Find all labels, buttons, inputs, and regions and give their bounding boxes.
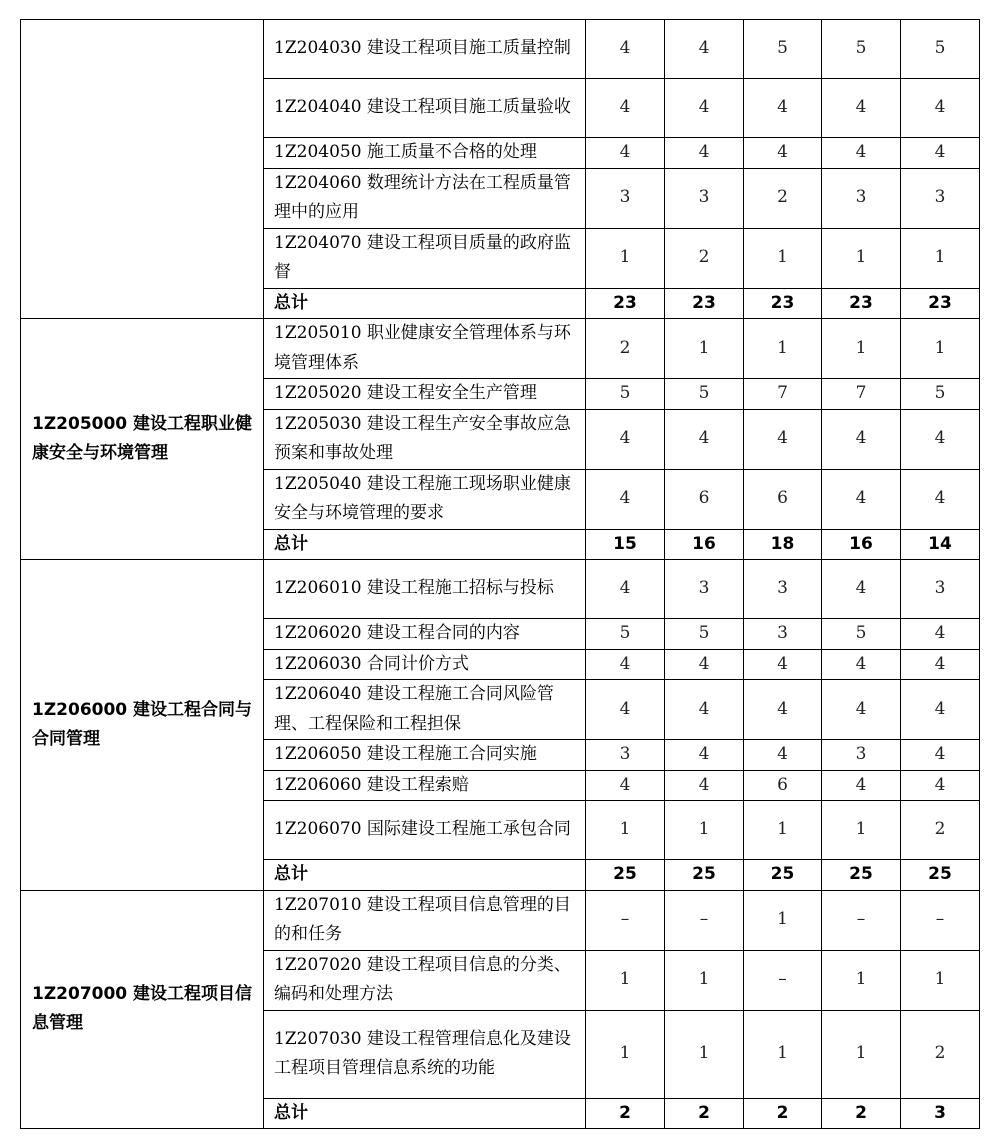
- score-cell: 4: [901, 649, 980, 680]
- total-cell: 18: [744, 529, 822, 560]
- score-cell: 4: [586, 20, 665, 79]
- score-cell: 5: [586, 379, 665, 410]
- score-cell: –: [822, 890, 901, 950]
- score-cell: –: [586, 890, 665, 950]
- score-cell: 1: [901, 228, 980, 288]
- score-cell: 4: [586, 469, 665, 529]
- score-cell: 4: [822, 770, 901, 801]
- score-cell: 2: [744, 168, 822, 228]
- topic-cell: 1Z206070 国际建设工程施工承包合同: [264, 801, 586, 860]
- topic-cell: 1Z207030 建设工程管理信息化及建设工程项目管理信息系统的功能: [264, 1010, 586, 1098]
- score-cell: 7: [744, 379, 822, 410]
- score-cell: 4: [901, 680, 980, 740]
- score-cell: 5: [822, 619, 901, 650]
- score-cell: 1: [744, 319, 822, 379]
- score-cell: 4: [586, 409, 665, 469]
- total-cell: 25: [665, 860, 744, 891]
- table-row: [21, 20, 980, 79]
- score-cell: 4: [744, 138, 822, 169]
- score-cell: –: [744, 950, 822, 1010]
- score-cell: 3: [822, 740, 901, 771]
- total-cell: 2: [744, 1098, 822, 1129]
- score-cell: 4: [744, 79, 822, 138]
- score-cell: 4: [822, 649, 901, 680]
- topic-cell: 1Z205020 建设工程安全生产管理: [264, 379, 586, 410]
- section-title: 1Z207000 建设工程项目信息管理: [21, 890, 264, 1129]
- score-cell: 1: [586, 1010, 665, 1098]
- topic-cell: 1Z205040 建设工程施工现场职业健康安全与环境管理的要求: [264, 469, 586, 529]
- score-cell: 4: [901, 770, 980, 801]
- score-cell: 4: [901, 740, 980, 771]
- score-cell: 4: [822, 680, 901, 740]
- section-title: 1Z205000 建设工程职业健康安全与环境管理: [21, 319, 264, 560]
- total-label: 总计: [264, 860, 586, 891]
- total-cell: 23: [665, 288, 744, 319]
- score-cell: 1: [586, 950, 665, 1010]
- score-cell: 1: [822, 801, 901, 860]
- topic-cell: 1Z204070 建设工程项目质量的政府监督: [264, 228, 586, 288]
- score-cell: 1: [901, 950, 980, 1010]
- total-cell: 25: [822, 860, 901, 891]
- score-cell: 4: [586, 138, 665, 169]
- score-cell: 5: [665, 619, 744, 650]
- table-row: [21, 560, 980, 619]
- section-title: 1Z206000 建设工程合同与合同管理: [21, 560, 264, 891]
- score-cell: 4: [901, 409, 980, 469]
- score-cell: 4: [744, 649, 822, 680]
- topic-cell: 1Z206010 建设工程施工招标与投标: [264, 560, 586, 619]
- score-cell: 4: [665, 770, 744, 801]
- score-cell: 1: [744, 228, 822, 288]
- score-cell: 4: [665, 79, 744, 138]
- total-cell: 2: [586, 1098, 665, 1129]
- topic-cell: 1Z206020 建设工程合同的内容: [264, 619, 586, 650]
- score-cell: 6: [744, 770, 822, 801]
- table-body: [21, 20, 980, 1129]
- total-cell: 16: [822, 529, 901, 560]
- score-cell: 3: [586, 740, 665, 771]
- topic-cell: 1Z206060 建设工程索赔: [264, 770, 586, 801]
- score-cell: 2: [665, 228, 744, 288]
- topic-cell: 1Z206050 建设工程施工合同实施: [264, 740, 586, 771]
- score-cell: 7: [822, 379, 901, 410]
- score-cell: 5: [744, 20, 822, 79]
- topic-cell: 1Z205010 职业健康安全管理体系与环境管理体系: [264, 319, 586, 379]
- score-cell: 3: [744, 560, 822, 619]
- score-cell: 1: [744, 1010, 822, 1098]
- score-cell: 1: [822, 950, 901, 1010]
- score-cell: 2: [586, 319, 665, 379]
- score-cell: 1: [822, 228, 901, 288]
- score-cell: 6: [744, 469, 822, 529]
- score-cell: 4: [665, 20, 744, 79]
- score-cell: 3: [665, 168, 744, 228]
- score-cell: 4: [822, 79, 901, 138]
- score-cell: 2: [901, 1010, 980, 1098]
- score-cell: 1: [665, 319, 744, 379]
- total-label: 总计: [264, 288, 586, 319]
- score-cell: 2: [901, 801, 980, 860]
- total-cell: 15: [586, 529, 665, 560]
- table-row: [21, 319, 980, 379]
- total-cell: 23: [822, 288, 901, 319]
- score-cell: 4: [665, 409, 744, 469]
- score-cell: 5: [901, 20, 980, 79]
- total-cell: 25: [744, 860, 822, 891]
- score-cell: 1: [586, 228, 665, 288]
- topic-cell: 1Z205030 建设工程生产安全事故应急预案和事故处理: [264, 409, 586, 469]
- score-cell: 5: [822, 20, 901, 79]
- score-cell: –: [901, 890, 980, 950]
- score-cell: 4: [665, 649, 744, 680]
- score-cell: 3: [822, 168, 901, 228]
- score-cell: 1: [665, 801, 744, 860]
- score-cell: 4: [822, 560, 901, 619]
- score-cell: –: [665, 890, 744, 950]
- score-cell: 5: [901, 379, 980, 410]
- score-cell: 4: [744, 409, 822, 469]
- table-row: [21, 890, 980, 950]
- total-cell: 3: [901, 1098, 980, 1129]
- section-title: [21, 20, 264, 319]
- total-cell: 14: [901, 529, 980, 560]
- topic-cell: 1Z207020 建设工程项目信息的分类、编码和处理方法: [264, 950, 586, 1010]
- topic-cell: 1Z207010 建设工程项目信息管理的目的和任务: [264, 890, 586, 950]
- score-cell: 4: [901, 469, 980, 529]
- score-cell: 4: [586, 560, 665, 619]
- score-cell: 1: [822, 1010, 901, 1098]
- topic-cell: 1Z206030 合同计价方式: [264, 649, 586, 680]
- total-cell: 23: [901, 288, 980, 319]
- score-cell: 4: [822, 469, 901, 529]
- total-label: 总计: [264, 1098, 586, 1129]
- score-cell: 1: [744, 801, 822, 860]
- score-cell: 5: [586, 619, 665, 650]
- total-cell: 2: [665, 1098, 744, 1129]
- score-cell: 4: [586, 649, 665, 680]
- score-cell: 1: [665, 950, 744, 1010]
- topic-cell: 1Z204050 施工质量不合格的处理: [264, 138, 586, 169]
- total-cell: 23: [586, 288, 665, 319]
- score-cell: 5: [665, 379, 744, 410]
- score-cell: 4: [822, 409, 901, 469]
- score-cell: 1: [822, 319, 901, 379]
- score-cell: 4: [901, 79, 980, 138]
- score-cell: 4: [586, 770, 665, 801]
- total-cell: 25: [586, 860, 665, 891]
- score-cell: 4: [744, 680, 822, 740]
- score-cell: 1: [586, 801, 665, 860]
- score-cell: 3: [901, 168, 980, 228]
- score-cell: 1: [665, 1010, 744, 1098]
- score-cell: 4: [665, 680, 744, 740]
- exam-score-table: [20, 19, 980, 1129]
- score-cell: 3: [744, 619, 822, 650]
- score-cell: 3: [586, 168, 665, 228]
- score-cell: 4: [586, 680, 665, 740]
- score-cell: 4: [586, 79, 665, 138]
- total-cell: 16: [665, 529, 744, 560]
- score-cell: 3: [665, 560, 744, 619]
- score-cell: 4: [665, 138, 744, 169]
- score-cell: 4: [822, 138, 901, 169]
- topic-cell: 1Z204060 数理统计方法在工程质量管理中的应用: [264, 168, 586, 228]
- score-cell: 4: [901, 619, 980, 650]
- topic-cell: 1Z204030 建设工程项目施工质量控制: [264, 20, 586, 79]
- score-cell: 4: [744, 740, 822, 771]
- total-cell: 23: [744, 288, 822, 319]
- score-cell: 1: [744, 890, 822, 950]
- score-cell: 6: [665, 469, 744, 529]
- score-cell: 3: [901, 560, 980, 619]
- topic-cell: 1Z204040 建设工程项目施工质量验收: [264, 79, 586, 138]
- total-label: 总计: [264, 529, 586, 560]
- topic-cell: 1Z206040 建设工程施工合同风险管理、工程保险和工程担保: [264, 680, 586, 740]
- total-cell: 25: [901, 860, 980, 891]
- score-cell: 4: [901, 138, 980, 169]
- total-cell: 2: [822, 1098, 901, 1129]
- score-cell: 1: [901, 319, 980, 379]
- score-cell: 4: [665, 740, 744, 771]
